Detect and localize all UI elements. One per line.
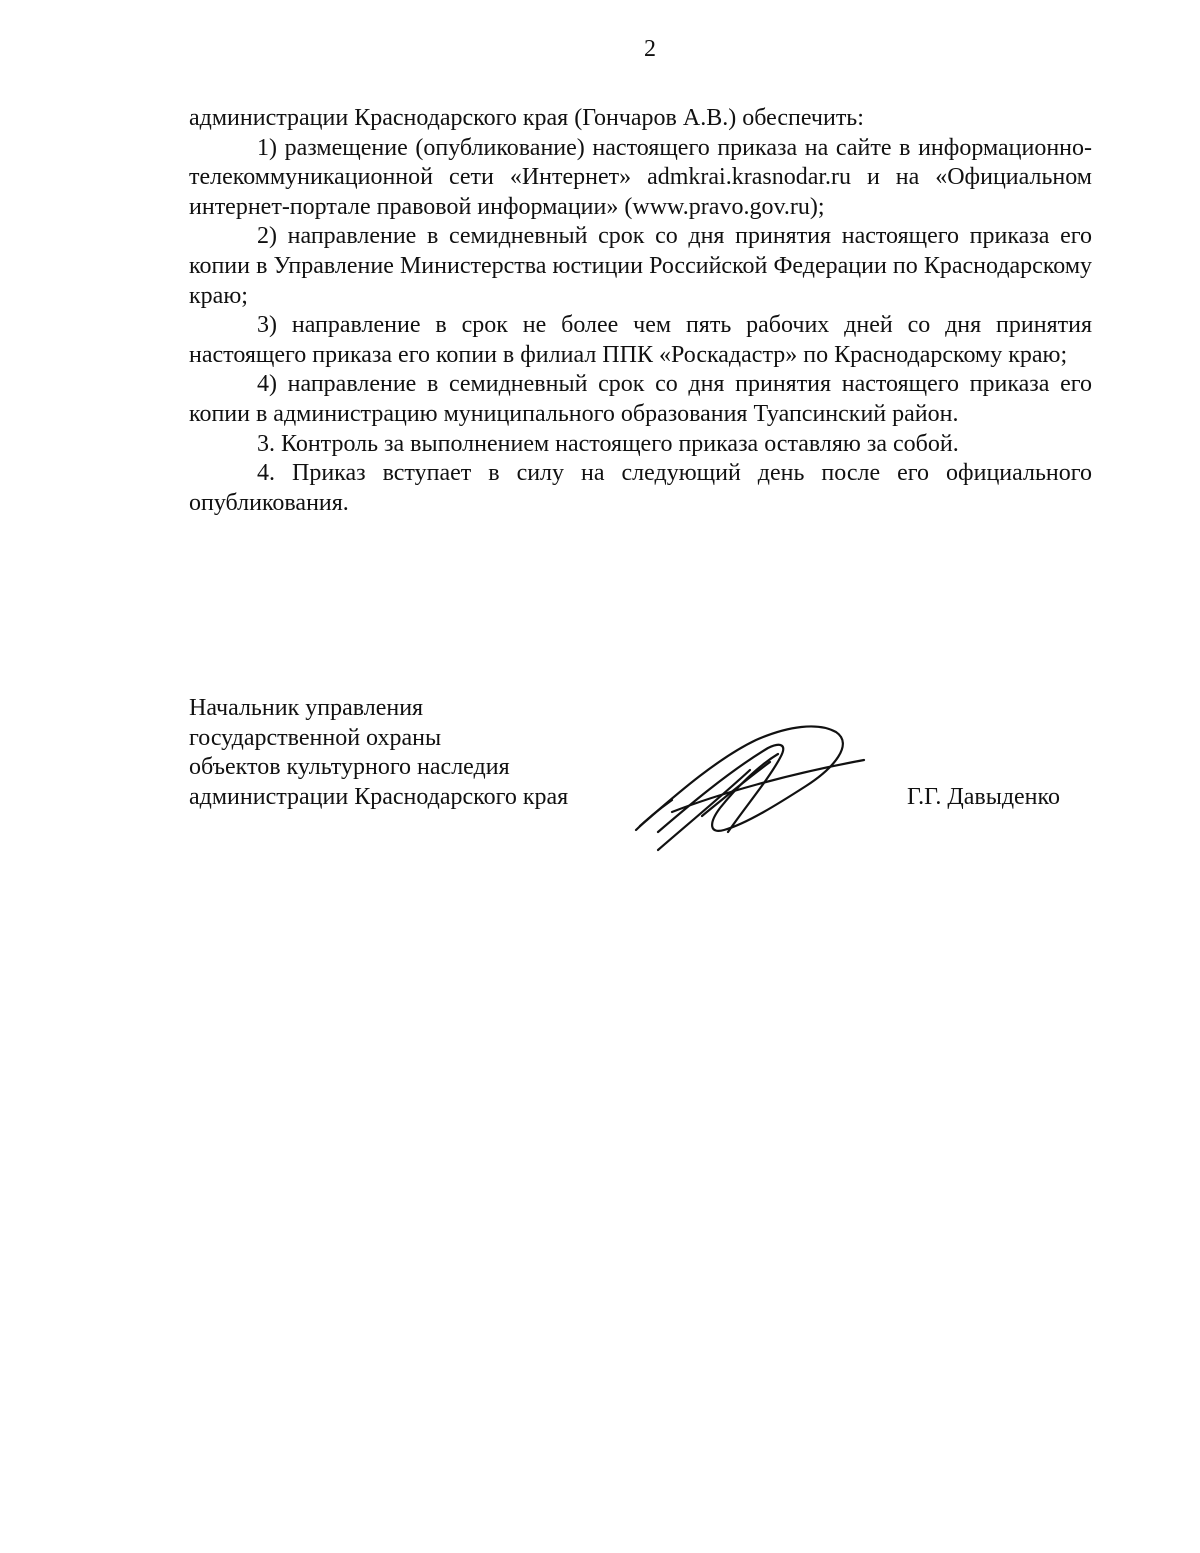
signer-position-line: администрации Краснодарского края [189,783,569,810]
signer-position-line: объектов культурного наследия [189,754,510,781]
paragraph-item-1: 1) размещение (опубликование) настоящего приказа на сайте в информационно-телекоммуникационной сети «Интернет» admkrai.krasnodar.ru и на «Официальном интернет-портале правовой информации» (www.pravo.gov.ru); [189,134,1092,220]
signer-name: Г.Г. Давыденко [907,784,1060,810]
paragraph-item-4: 4) направление в семидневный срок со дня принятия настоящего приказа его копии в администрацию муниципального образования Туапсинский район. [189,371,1092,427]
page-number: 2 [644,36,656,62]
paragraph-item-2: 2) направление в семидневный срок со дня принятия настоящего приказа его копии в Управление Министерства юстиции Российской Федерации по Краснодарскому краю; [189,223,1092,309]
signer-position-line: государственной охраны [189,724,442,751]
paragraph-item-3: 3) направление в срок не более чем пять рабочих дней со дня принятия настоящего приказа его копии в филиал ППК «Роскадастр» по Краснодарскому краю; [189,312,1092,368]
paragraph-intro: администрации Краснодарского края (Гончаров А.В.) обеспечить: [189,105,864,131]
handwritten-signature [628,724,868,854]
signer-position-line: Начальник управления [189,695,424,721]
document-body [189,104,1092,518]
paragraph-effective-date: 4. Приказ вступает в силу на следующий день после его официального опубликования. [189,460,1092,516]
paragraph-control: 3. Контроль за выполнением настоящего приказа оставляю за собой. [257,430,959,457]
